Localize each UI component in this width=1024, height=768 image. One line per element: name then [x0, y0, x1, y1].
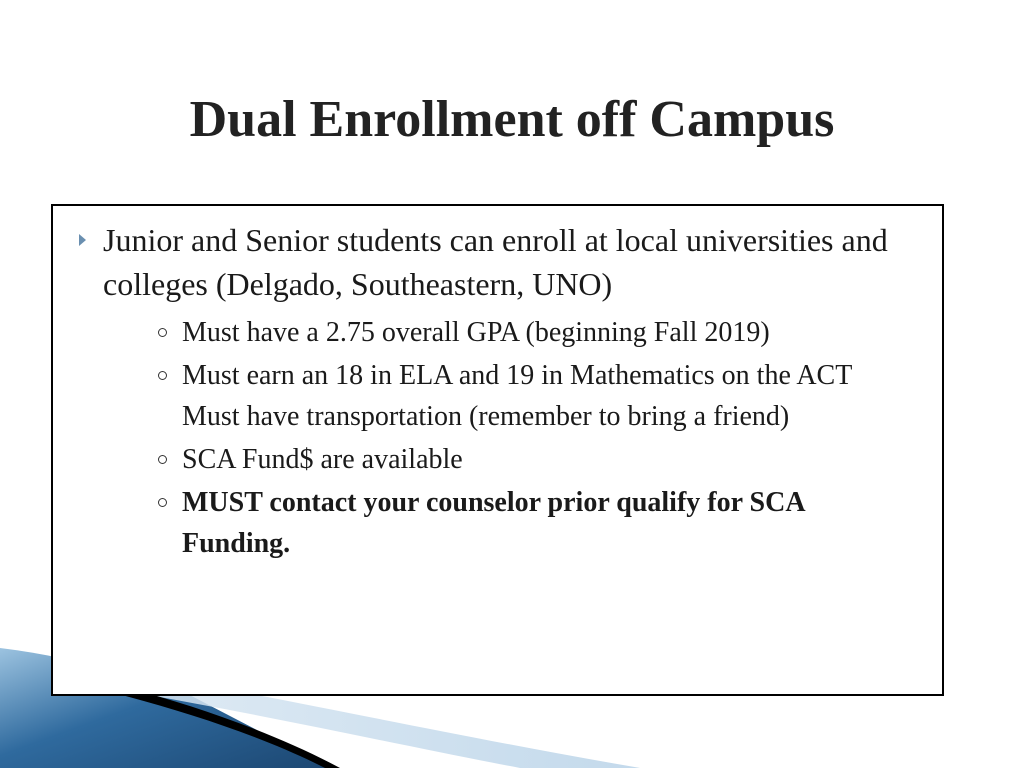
sub-bullet-list: [103, 312, 902, 564]
sub-bullet-item: [182, 482, 882, 564]
sub-bullet-item: [182, 439, 882, 480]
bullet-item: [103, 218, 902, 564]
circle-bullet-icon: [158, 371, 167, 380]
bullet-list: [53, 206, 942, 566]
sub-bullet-item: [182, 312, 882, 353]
sub-bullet-item: [182, 355, 882, 437]
triangle-bullet-icon: [76, 218, 90, 262]
sub-bullet-text: SCA Fund$ are available: [182, 444, 463, 475]
slide-title: Dual Enrollment off Campus: [189, 91, 835, 148]
sub-bullet-text-emphasis: MUST contact your counselor prior qualify for SCA Funding.: [182, 487, 805, 559]
content-box: [51, 204, 944, 696]
circle-bullet-icon: [158, 455, 167, 464]
bullet-text: Junior and Senior students can enroll at local universities and colleges (Delgado, Southeastern, UNO): [103, 222, 888, 302]
circle-bullet-icon: [158, 328, 167, 337]
circle-bullet-icon: [158, 498, 167, 507]
sub-bullet-text: Must have a 2.75 overall GPA (beginning Fall 2019): [182, 317, 770, 348]
sub-bullet-text: Must earn an 18 in ELA and 19 in Mathematics on the ACT Must have transportation (remember to bring a friend): [182, 360, 852, 432]
